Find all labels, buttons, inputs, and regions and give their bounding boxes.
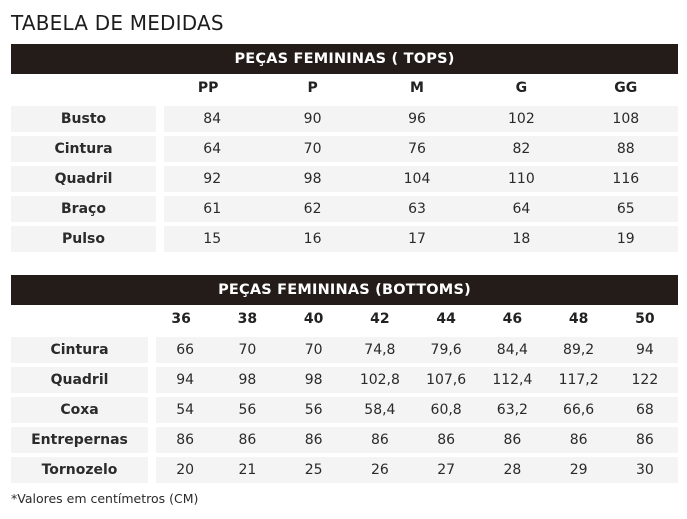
table-row xyxy=(11,337,678,363)
row-label: Braço xyxy=(11,196,156,222)
table-cell: 62 xyxy=(260,196,364,222)
table-cell: 63 xyxy=(365,196,469,222)
table-cell: 19 xyxy=(574,226,678,252)
table-cell: 28 xyxy=(479,457,545,483)
size-header: 40 xyxy=(303,311,324,327)
table-cell: 107,6 xyxy=(413,367,479,393)
table-cell: 86 xyxy=(413,427,479,453)
table-cell: 90 xyxy=(260,106,364,132)
table-cell: 58,4 xyxy=(347,397,413,423)
table-cell: 61 xyxy=(164,196,260,222)
table-cell: 86 xyxy=(281,427,347,453)
table-cell: 86 xyxy=(479,427,545,453)
table-row xyxy=(11,397,678,423)
corner-cell xyxy=(11,74,156,102)
table-cell: 102,8 xyxy=(347,367,413,393)
bottoms-size-header-row xyxy=(11,305,678,333)
row-label: Pulso xyxy=(11,226,156,252)
tops-table-banner: PEÇAS FEMININAS ( TOPS) xyxy=(11,44,678,74)
table-cell: 86 xyxy=(214,427,280,453)
size-header: 50 xyxy=(635,311,655,327)
table-cell: 76 xyxy=(365,136,469,162)
size-header: 48 xyxy=(568,311,589,327)
table-cell: 96 xyxy=(365,106,469,132)
table-cell: 94 xyxy=(156,367,214,393)
corner-cell xyxy=(11,305,148,333)
table-cell: 86 xyxy=(612,427,678,453)
size-header: M xyxy=(410,80,424,96)
table-cell: 60,8 xyxy=(413,397,479,423)
table-cell: 21 xyxy=(214,457,280,483)
size-header: 42 xyxy=(370,311,390,327)
table-cell: 54 xyxy=(156,397,214,423)
table-cell: 122 xyxy=(612,367,678,393)
table-row xyxy=(11,106,678,132)
table-cell: 98 xyxy=(260,166,364,192)
table-cell: 117,2 xyxy=(546,367,612,393)
table-row xyxy=(11,427,678,453)
bottoms-table-banner: PEÇAS FEMININAS (BOTTOMS) xyxy=(11,275,678,305)
table-cell: 66 xyxy=(156,337,214,363)
table-cell: 65 xyxy=(574,196,678,222)
table-cell: 82 xyxy=(469,136,573,162)
row-label: Quadril xyxy=(11,166,156,192)
table-cell: 79,6 xyxy=(413,337,479,363)
row-label: Quadril xyxy=(11,367,148,393)
table-cell: 98 xyxy=(214,367,280,393)
table-row xyxy=(11,136,678,162)
table-row xyxy=(11,226,678,252)
table-cell: 64 xyxy=(469,196,573,222)
footnote: *Valores em centímetros (CM) xyxy=(11,491,199,506)
table-cell: 15 xyxy=(164,226,260,252)
size-header: 44 xyxy=(436,311,456,327)
table-cell: 88 xyxy=(574,136,678,162)
table-cell: 63,2 xyxy=(479,397,545,423)
row-label: Cintura xyxy=(11,136,156,162)
table-cell: 56 xyxy=(214,397,280,423)
table-row xyxy=(11,196,678,222)
table-cell: 102 xyxy=(469,106,573,132)
size-header: 36 xyxy=(171,311,191,327)
table-cell: 70 xyxy=(281,337,347,363)
table-cell: 18 xyxy=(469,226,573,252)
size-header: 38 xyxy=(237,311,258,327)
page-title: TABELA DE MEDIDAS xyxy=(11,11,224,35)
table-cell: 25 xyxy=(281,457,347,483)
row-label: Busto xyxy=(11,106,156,132)
table-cell: 116 xyxy=(574,166,678,192)
table-row xyxy=(11,367,678,393)
table-cell: 86 xyxy=(156,427,214,453)
table-cell: 70 xyxy=(260,136,364,162)
table-row xyxy=(11,457,678,483)
table-cell: 92 xyxy=(164,166,260,192)
table-cell: 70 xyxy=(214,337,280,363)
table-cell: 108 xyxy=(574,106,678,132)
table-cell: 110 xyxy=(469,166,573,192)
row-label: Coxa xyxy=(11,397,148,423)
size-header: GG xyxy=(614,80,638,96)
table-cell: 27 xyxy=(413,457,479,483)
row-label: Entrepernas xyxy=(11,427,148,453)
tops-size-table xyxy=(11,44,678,252)
table-cell: 74,8 xyxy=(347,337,413,363)
table-cell: 29 xyxy=(546,457,612,483)
size-header: G xyxy=(515,80,528,96)
table-cell: 20 xyxy=(156,457,214,483)
table-cell: 17 xyxy=(365,226,469,252)
table-cell: 86 xyxy=(546,427,612,453)
table-cell: 94 xyxy=(612,337,678,363)
table-cell: 98 xyxy=(281,367,347,393)
table-cell: 89,2 xyxy=(546,337,612,363)
table-cell: 16 xyxy=(260,226,364,252)
table-cell: 66,6 xyxy=(546,397,612,423)
tops-size-header-row xyxy=(11,74,678,102)
table-cell: 56 xyxy=(281,397,347,423)
table-cell: 112,4 xyxy=(479,367,545,393)
bottoms-size-table xyxy=(11,275,678,483)
table-cell: 64 xyxy=(164,136,260,162)
size-header: PP xyxy=(197,80,219,96)
row-label: Cintura xyxy=(11,337,148,363)
table-row xyxy=(11,166,678,192)
table-cell: 104 xyxy=(365,166,469,192)
size-header: 46 xyxy=(502,311,523,327)
table-cell: 84,4 xyxy=(479,337,545,363)
table-cell: 26 xyxy=(347,457,413,483)
table-cell: 86 xyxy=(347,427,413,453)
table-cell: 84 xyxy=(164,106,260,132)
table-cell: 30 xyxy=(612,457,678,483)
size-header: P xyxy=(307,80,318,96)
table-cell: 68 xyxy=(612,397,678,423)
row-label: Tornozelo xyxy=(11,457,148,483)
